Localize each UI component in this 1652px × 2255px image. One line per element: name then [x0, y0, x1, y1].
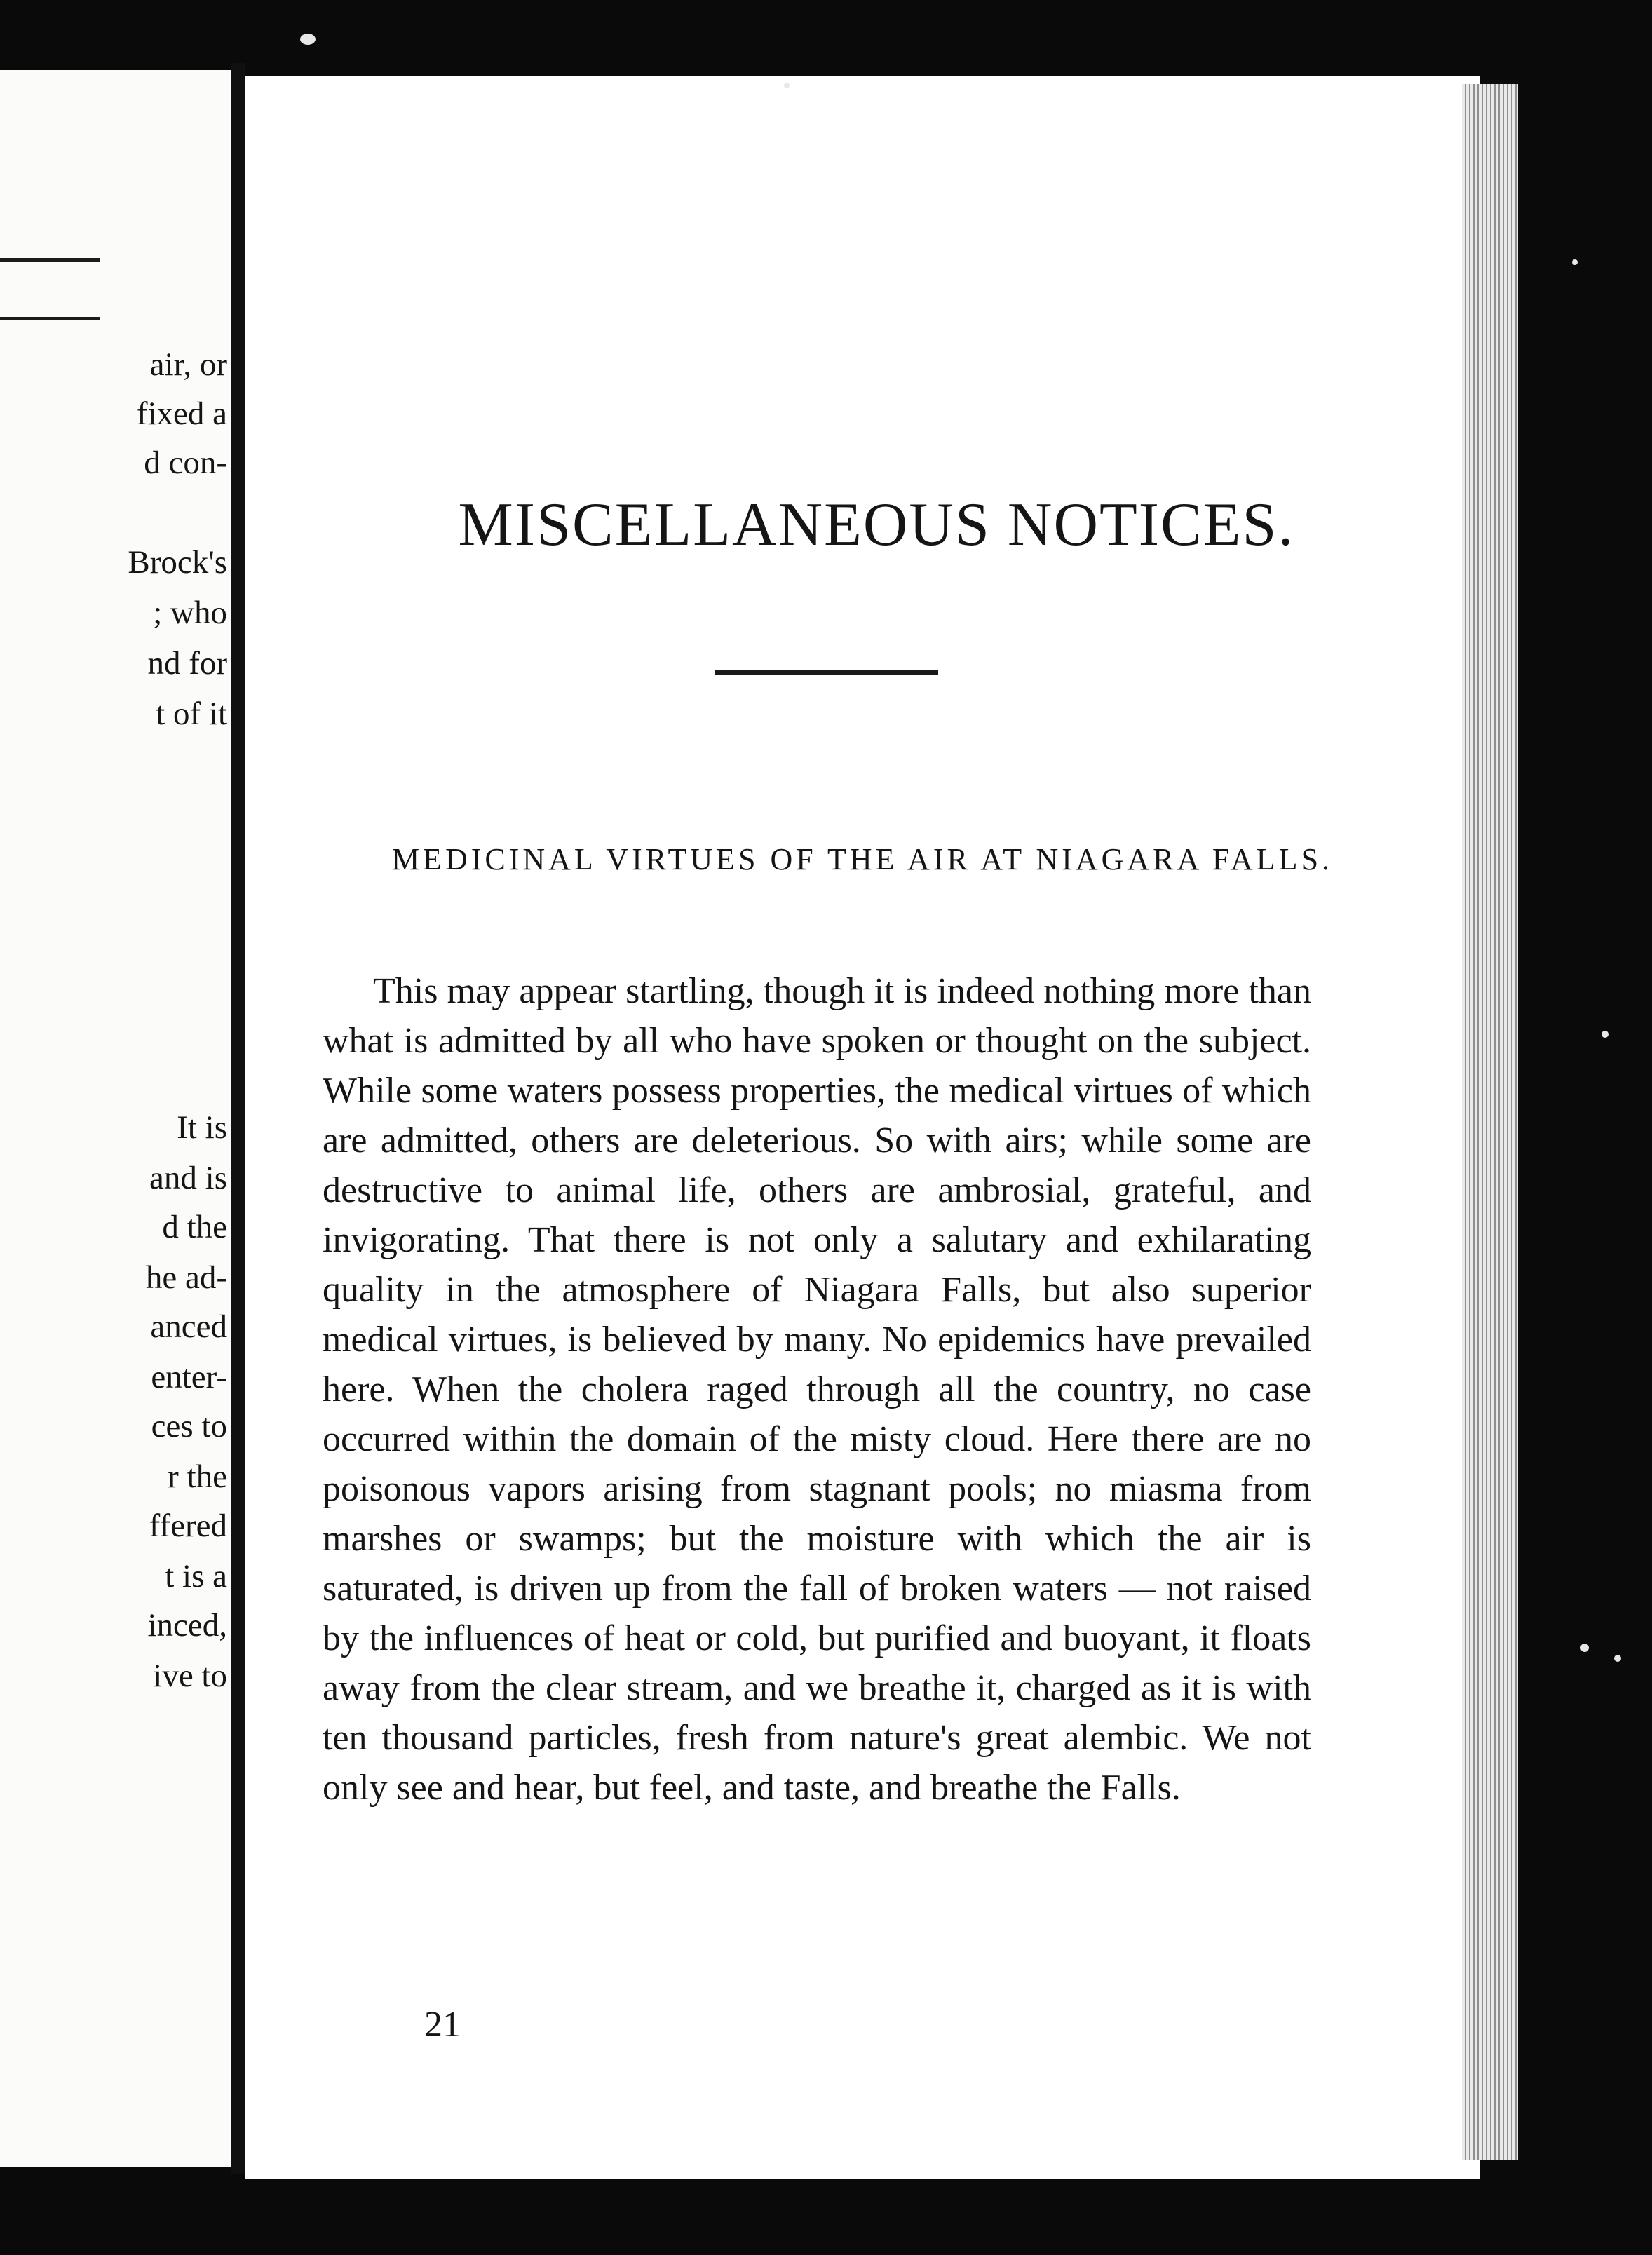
scan-speck	[300, 34, 316, 45]
horizontal-rule	[0, 258, 100, 262]
text-line: t of it	[156, 696, 227, 732]
text-line: ffered	[149, 1508, 227, 1544]
text-line: r the	[168, 1458, 227, 1495]
scan-speck	[784, 83, 790, 88]
text-line: inced,	[147, 1607, 227, 1644]
text-line: he ad-	[145, 1259, 227, 1296]
scan-speck	[1614, 1655, 1621, 1662]
body-paragraph: This may appear startling, though it is indeed nothing more than what is admitted by all who have spoken or thought on the subject. While some waters possess properties, the medical virtues of which are admitted, others are deleterious. So with airs; while some are destructive to animal life, others are ambrosial, grateful, and invigorating. That there is not only a salutary and exhilarating quality in the atmosphere of Niagara Falls, but also superior medical virtues, is believed by many. No epidemics have prevailed here. When the cholera raged through all the country, no case occurred within the domain of the misty cloud. Here there are no poisonous vapors arising from stagnant pools; no miasma from marshes or swamps; but the moisture with which the air is saturated, is driven up from the fall of broken waters — not raised by the influences of heat or cold, but purified and buoyant, it floats away from the clear stream, and we breathe it, charged as it is with ten thousand particles, fresh from nature's great alembic. We not only see and hear, but feel, and taste, and breathe the Falls.	[323, 971, 1311, 1808]
text-line: d the	[162, 1209, 227, 1245]
text-line: It is	[177, 1109, 227, 1146]
text-line: ; who	[153, 595, 227, 631]
title-divider	[715, 670, 938, 675]
section-heading: MEDICINAL VIRTUES OF THE AIR AT NIAGARA FALLS.	[391, 842, 1334, 876]
text-line: Brock's	[128, 544, 227, 581]
scan-speck	[1572, 259, 1578, 265]
text-line: t is a	[165, 1558, 227, 1594]
text-line: ive to	[153, 1658, 227, 1694]
text-line: d con-	[144, 445, 227, 481]
text-line: air, or	[149, 346, 227, 383]
scan-speck	[1580, 1644, 1589, 1652]
text-line: enter-	[151, 1359, 227, 1395]
previous-page	[0, 70, 231, 2167]
text-line: ces to	[151, 1408, 227, 1444]
text-line: and is	[149, 1160, 227, 1196]
current-page	[245, 76, 1480, 2179]
page-edges	[1462, 84, 1518, 2160]
text-line: anced	[150, 1308, 227, 1345]
page-number: 21	[424, 2005, 461, 2045]
scan-speck	[1602, 1031, 1609, 1038]
text-line: nd for	[147, 645, 227, 682]
text-line: fixed a	[136, 395, 227, 432]
page-title: MISCELLANEOUS NOTICES.	[458, 491, 1295, 559]
horizontal-rule	[0, 317, 100, 320]
book-gutter	[231, 63, 245, 2174]
